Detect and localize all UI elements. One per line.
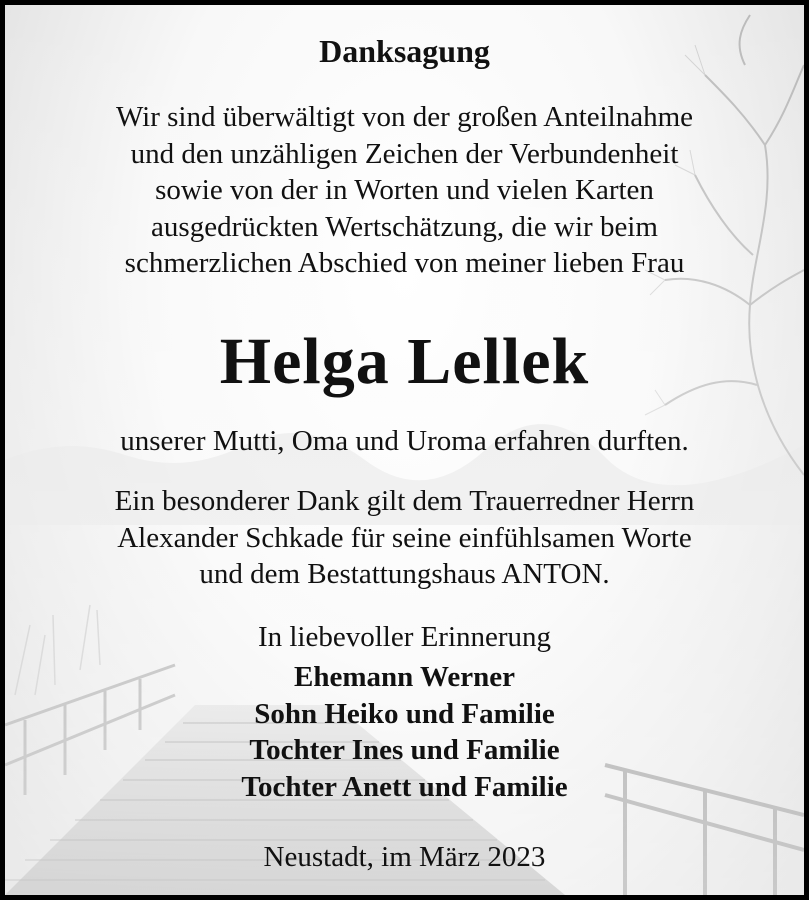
- family-member: Sohn Heiko und Familie: [254, 697, 555, 730]
- intro-line: sowie von der in Worten und vielen Karten: [155, 174, 654, 206]
- family-member: Tochter Ines und Familie: [249, 734, 560, 766]
- intro-paragraph: [5, 99, 804, 282]
- thanks-paragraph: [5, 483, 804, 593]
- intro-line: und den unzähligen Zeichen der Verbundenheit: [130, 137, 679, 170]
- thanks-line: und dem Bestattungshaus ANTON.: [199, 558, 610, 590]
- family-member: Tochter Anett und Familie: [241, 770, 568, 803]
- deceased-name: Helga Lellek: [219, 325, 590, 398]
- relation-line: unserer Mutti, Oma und Uroma erfahren durften.: [120, 425, 689, 457]
- family-signatures: [5, 659, 804, 805]
- intro-line: Wir sind überwältigt von der großen Anteilnahme: [115, 101, 694, 133]
- family-member: Ehemann Werner: [294, 661, 515, 693]
- notice-title: Danksagung: [319, 33, 490, 69]
- place-date: Neustadt, im März 2023: [263, 841, 546, 873]
- thanks-line: Ein besonderer Dank gilt dem Trauerredner Herrn: [114, 485, 695, 517]
- thanks-line: Alexander Schkade für seine einfühlsamen Worte: [117, 521, 692, 554]
- intro-line: schmerzlichen Abschied von meiner lieben Frau: [124, 247, 685, 279]
- intro-line: ausgedrückten Wertschätzung, die wir beim: [151, 210, 658, 243]
- closing-phrase: In liebevoller Erinnerung: [257, 621, 552, 653]
